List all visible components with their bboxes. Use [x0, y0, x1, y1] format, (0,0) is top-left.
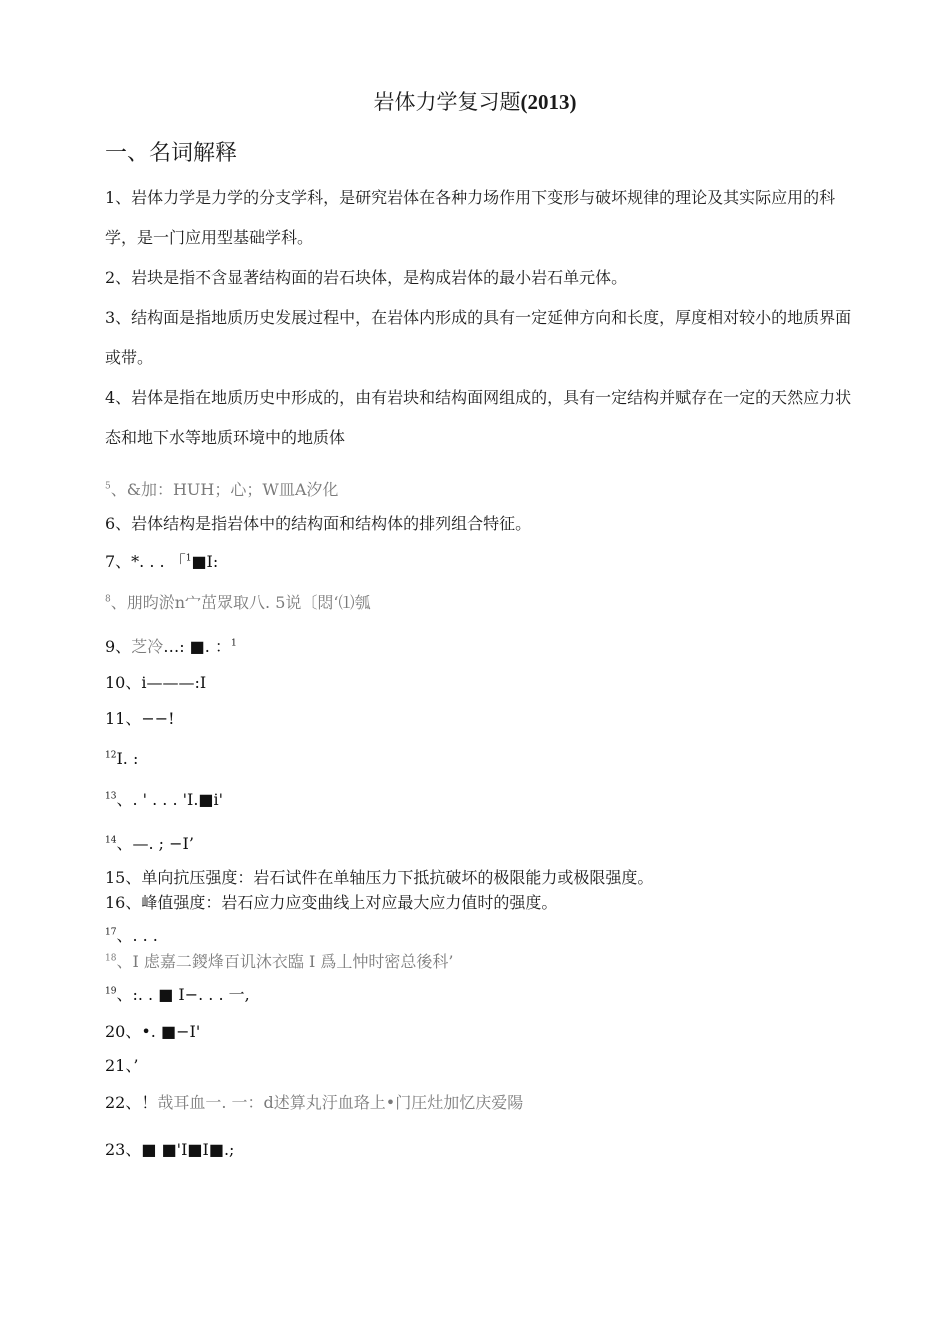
item-text: 、. ' . . . 'I.■i'	[116, 790, 224, 809]
definition-item-15: 15、单向抗压强度：岩石试件在单轴压力下抵抗破坏的极限能力或极限强度。	[105, 868, 654, 887]
definition-item-10: 10、i———:I	[105, 673, 207, 692]
item-text: 、朋昀淤n宀茁眾取八. 5说〔悶‘⑴瓠	[110, 593, 371, 612]
definition-item-13	[105, 788, 223, 812]
item-sup: 1	[230, 638, 237, 649]
item-text-pre: 9、	[105, 637, 132, 656]
definition-item-2: 2、岩块是指不含显著结构面的岩石块体，是构成岩体的最小岩石单元体。	[105, 268, 628, 287]
item-number: 14	[105, 835, 117, 846]
definition-item-4: 4、岩体是指在地质历史中形成的，由有岩块和结构面网组成的，具有一定结构并赋存在一定的天然应力状态和地下水等地质环境中的地质体	[105, 388, 852, 447]
title-text: 岩体力学复习题	[373, 90, 521, 114]
definition-item-1: 1、岩体力学是力学的分支学科，是研究岩体在各种力场作用下变形与破坏规律的理论及其实际应用的科学，是一门应用型基础学科。	[105, 188, 836, 247]
definition-item-7	[105, 550, 218, 574]
item-number: 18	[105, 953, 117, 964]
item-number: 13	[105, 791, 117, 802]
item-text-post: …: ■. ：	[163, 637, 231, 656]
definition-item-21: 21、’	[105, 1056, 139, 1075]
definition-item-23: 23、■ ■'I■I■.;	[105, 1140, 235, 1159]
definition-item-18	[105, 950, 453, 974]
definition-item-3: 3、结构面是指地质历史发展过程中，在岩体内形成的具有一定延伸方向和长度，厚度相对较小的地质界面或带。	[105, 308, 852, 367]
item-number: 8	[105, 594, 111, 605]
item-text-pre: 7、*. . . 「	[105, 552, 186, 571]
definition-item-19	[105, 983, 250, 1007]
item-text-pre: 22、！	[105, 1093, 158, 1112]
document-title	[0, 86, 950, 118]
item-number: 17	[105, 927, 117, 938]
item-number: 19	[105, 986, 117, 997]
definition-item-5	[105, 478, 338, 502]
definition-item-11: 11、−−!	[105, 709, 175, 728]
item-text: 、I 虑嘉二鍐烽百讥沐衣臨 I 爲丄忡时密总後科’	[116, 952, 454, 971]
item-sup: 1	[185, 553, 192, 564]
definition-item-12	[105, 747, 138, 771]
definition-item-22	[105, 1091, 523, 1115]
item-text: I. :	[116, 749, 139, 768]
item-text: 、. . .	[116, 926, 158, 945]
section-heading: 一、名词解释	[105, 141, 238, 166]
item-text: 、—. ; −I’	[116, 834, 194, 853]
item-text: 、:. . ■ I−. . . 一,	[116, 985, 250, 1004]
definition-item-9	[105, 635, 237, 659]
definition-item-16: 16、峰值强度：岩石应力应变曲线上对应最大应力值时的强度。	[105, 893, 558, 912]
item-text-gray: 哉耳血一. 一：d述算丸汙血珞上•门圧灶加忆庆爱陽	[157, 1093, 524, 1112]
definition-item-8	[105, 591, 370, 615]
item-text-gray: 芝冷	[131, 637, 164, 656]
item-number: 12	[105, 750, 117, 761]
definition-item-14	[105, 832, 194, 856]
item-number: 5	[105, 481, 111, 492]
definition-item-6: 6、岩体结构是指岩体中的结构面和结构体的排列组合特征。	[105, 514, 532, 533]
definition-item-17	[105, 924, 158, 948]
definition-item-20: 20、•. ■−I'	[105, 1022, 201, 1041]
item-text-post: ■I:	[191, 552, 219, 571]
item-text: 、&加：HUH；心；W皿A汐化	[110, 480, 339, 499]
title-year: (2013)	[520, 90, 577, 114]
